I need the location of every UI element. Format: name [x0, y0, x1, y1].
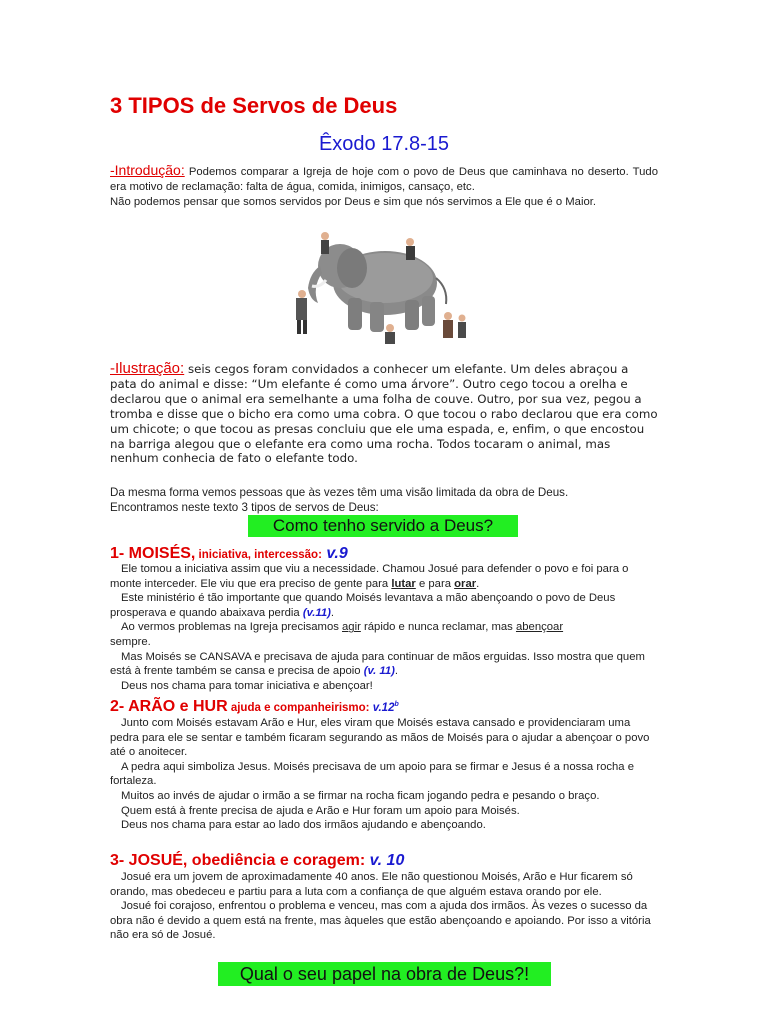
illustration-label: -Ilustração: — [110, 360, 185, 377]
section-2-heading — [110, 698, 399, 716]
section-3-ref: v. 10 — [365, 852, 405, 869]
section-2-tags: ajuda e companheirismo: — [227, 702, 370, 714]
section-3-heading — [110, 852, 404, 870]
section-1-p5: Deus nos chama para tomar iniciativa e abençoar! — [121, 679, 373, 692]
section-3-p1: Josué era um jovem de aproximadamente 40 anos. Ele não questionou Moisés, Arão e Hur ficarem só orando, mas obedeceu e partiu para a luta com a confiança de que alguém estava orando por ele. — [110, 871, 633, 898]
section-2-p3: Muitos ao invés de ajudar o irmão a se firmar na rocha ficam jogando pedra e pesando o braço. — [121, 789, 600, 802]
intro-paragraph — [110, 163, 658, 194]
section-3-title: 3- JOSUÉ, obediência e coragem: — [110, 852, 366, 869]
section-2-p5: Deus nos chama para estar ao lado dos irmãos ajudando e abençoando. — [121, 819, 486, 832]
intro-text: Podemos comparar a Igreja de hoje com o povo de Deus que caminhava no deserto. Tudo era motivo de reclamação: falta de água, comida, inimigos, cansaço, etc. — [110, 166, 658, 193]
illustration-text: seis cegos foram convidados a conhecer um elefante. Um deles abraçou a pata do animal e disse: “Um elefante é como uma árvore”. Outro cego tocou a orelha e declarou que o animal era semelhante a uma folha de couve. Outro, por sua vez, pegou a tromba e disse que o bicho era como uma cobra. O que tocou o rabo declarou que era como um chicote; o que tocou as presas concluiu que ele uma espada, e, enfim, o que encostou na barriga alegou que o elefante era como uma rocha. Todos tocaram o animal, mas nenhum conhecia de fato o elefante todo. — [110, 362, 658, 466]
banner-question-1: Como tenho servido a Deus? — [248, 515, 518, 537]
intro-paragraph-2: Não podemos pensar que somos servidos por Deus e sim que nós servimos a Ele que é o Maior. — [110, 196, 597, 208]
section-1-p2: Este ministério é tão importante que quando Moisés levantava a mão abençoando o povo de Deus prosperava e quando abaixava perdia (v.11). — [110, 592, 616, 619]
page-title: 3 TIPOS de Servos de Deus — [110, 93, 398, 118]
section-1-ref: v.9 — [321, 545, 348, 562]
section-1-body — [110, 562, 658, 693]
section-2-title: 2- ARÃO e HUR — [110, 698, 228, 715]
illustration-text-2: Da mesma forma vemos pessoas que às vezes têm uma visão limitada da obra de Deus. — [110, 486, 569, 499]
section-1-p4: Mas Moisés se CANSAVA e precisava de ajuda para continuar de mãos erguidas. Isso mostra que quem está à frente também se cansa e precisa de apoio (v. 11). — [110, 650, 645, 678]
illustration-text-3: Encontramos neste texto 3 tipos de servos de Deus: — [110, 500, 379, 514]
illustration-paragraph — [110, 362, 658, 466]
section-1-tags: iniciativa, intercessão: — [195, 549, 322, 561]
elephant-with-men-icon — [290, 228, 475, 348]
section-3-body — [110, 870, 658, 943]
section-1-p1: Ele tomou a iniciativa assim que viu a necessidade. Chamou Josué para defender o povo e foi para o monte interceder. Ele viu que era preciso de gente para lutar e para orar. — [110, 563, 629, 590]
intro-label: -Introdução: — [110, 162, 185, 178]
scripture-reference: Êxodo 17.8-15 — [318, 133, 450, 155]
section-1-p3: Ao vermos problemas na Igreja precisamos agir rápido e nunca reclamar, mas abençoar sempre. — [110, 621, 564, 648]
section-1-heading — [110, 545, 348, 563]
section-2-p2: A pedra aqui simboliza Jesus. Moisés precisava de um apoio para se firmar e Jesus é a nossa rocha e fortaleza. — [110, 760, 635, 788]
section-2-p4: Quem está à frente precisa de ajuda e Arão e Hur foram um apoio para Moisés. — [121, 804, 520, 817]
section-2-body — [110, 716, 658, 833]
section-2-ref: v.12$^b$ — [369, 701, 399, 714]
section-1-title: 1- MOISÉS, — [110, 545, 196, 562]
section-3-p2: Josué foi corajoso, enfrentou o problema e venceu, mas com a ajuda dos irmãos. Às vezes o sucesso da obra não é devido a quem está na frente, mas àqueles que estão abençoando e apoiando. Por isso a vitória não era só de Josué. — [110, 900, 651, 942]
illustration-conclusion — [110, 486, 658, 515]
banner-question-2: Qual o seu papel na obra de Deus?! — [218, 962, 551, 986]
section-2-p1: Junto com Moisés estavam Arão e Hur, eles viram que Moisés estava cansado e providenciaram uma pedra para ele se sentar e também ficaram segurando as mãos de Moisés para o ajudar a abençoar o povo até o anoitecer. — [110, 717, 650, 759]
